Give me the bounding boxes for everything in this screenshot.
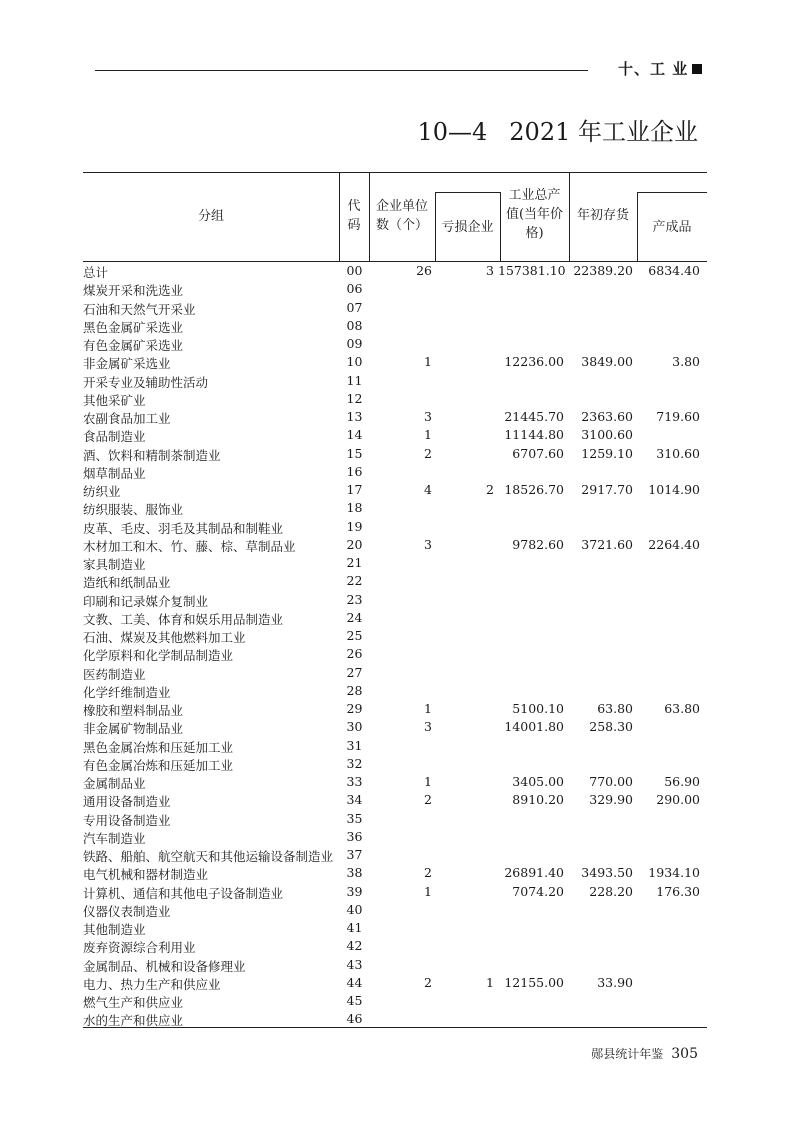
- row-name: 家具制造业: [83, 557, 146, 572]
- table-row: [83, 773, 707, 791]
- row-name: 废弃资源综合利用业: [83, 940, 196, 956]
- section-label: [618, 58, 702, 79]
- row-code: 39: [346, 883, 363, 899]
- col-header-group: 分组: [197, 209, 224, 224]
- row-inventory: 2917.70: [581, 482, 633, 497]
- row-name: 橡胶和塑料制品业: [83, 703, 184, 718]
- row-units: 1: [424, 701, 432, 716]
- row-code: 19: [346, 518, 363, 534]
- table-row: [83, 992, 707, 1010]
- row-finished: 63.80: [664, 701, 700, 716]
- row-code: 46: [346, 1011, 363, 1027]
- col-header-output-line2: 值(当年价: [505, 207, 564, 222]
- row-name: 开采专业及辅助性活动: [83, 374, 209, 390]
- table-row: [83, 700, 707, 718]
- row-code: 16: [346, 463, 363, 479]
- black-square-icon: [692, 64, 702, 74]
- page-footer: [591, 1045, 698, 1062]
- row-name: 印刷和记录媒介复制业: [83, 593, 209, 609]
- table-row: [83, 974, 707, 992]
- table-row: [83, 280, 707, 298]
- row-name: 其他采矿业: [83, 392, 146, 408]
- table-row: [83, 737, 707, 755]
- row-name: 医药制造业: [83, 666, 146, 682]
- table-row: [83, 682, 707, 700]
- row-code: 28: [346, 682, 363, 698]
- col-header-finished: 产成品: [652, 220, 692, 235]
- row-finished: 56.90: [664, 774, 700, 789]
- row-code: 07: [346, 299, 363, 315]
- row-inventory: 22389.20: [573, 263, 633, 278]
- row-finished: 2264.40: [648, 536, 700, 552]
- row-code: 06: [346, 281, 363, 297]
- row-code: 22: [346, 573, 363, 589]
- row-inventory: 3493.50: [581, 865, 633, 881]
- row-finished: 1934.10: [648, 865, 700, 881]
- row-output: 6707.60: [512, 445, 564, 461]
- row-units: 2: [424, 865, 432, 881]
- row-inventory: 228.20: [589, 883, 633, 899]
- row-finished: 3.80: [672, 354, 700, 370]
- yearbook-name: 郧县统计年鉴: [591, 1047, 664, 1061]
- row-inventory: 329.90: [589, 792, 633, 808]
- row-code: 32: [346, 755, 363, 771]
- section-label-text: 十、工 业: [618, 60, 689, 78]
- row-code: 26: [346, 646, 363, 662]
- row-code: 10: [346, 354, 363, 370]
- table-row: [83, 408, 707, 426]
- row-name: 通用设备制造业: [83, 794, 171, 810]
- row-code: 45: [346, 993, 363, 1008]
- row-code: 14: [346, 427, 363, 443]
- table-row: [83, 335, 707, 353]
- col-header-code: [339, 197, 369, 235]
- row-output: 157381.10: [498, 263, 566, 278]
- row-finished: 176.30: [656, 883, 700, 899]
- col-header-code-line2: 码: [347, 218, 361, 233]
- row-name: 造纸和纸制品业: [83, 575, 171, 591]
- row-finished: 1014.90: [648, 482, 700, 497]
- row-name: 木材加工和木、竹、藤、棕、草制品业: [83, 538, 296, 554]
- row-output: 3405.00: [512, 774, 564, 789]
- table-row: [83, 390, 707, 408]
- row-name: 文教、工美、体育和娱乐用品制造业: [83, 611, 284, 627]
- row-inventory: 2363.60: [581, 409, 633, 424]
- table-row: [83, 518, 707, 536]
- row-units: 3: [424, 719, 432, 735]
- row-code: 27: [346, 664, 363, 680]
- row-code: 09: [346, 336, 363, 351]
- table-row: [83, 883, 707, 901]
- row-inventory: 770.00: [589, 774, 633, 789]
- row-name: 农副食品加工业: [83, 411, 171, 426]
- col-header-inventory: 年初存货: [576, 208, 629, 223]
- table-row: [83, 572, 707, 590]
- row-output: 12236.00: [504, 354, 564, 370]
- table-row: [83, 645, 707, 663]
- row-name: 食品制造业: [83, 429, 146, 445]
- row-name: 总计: [83, 265, 109, 280]
- table-row: [83, 791, 707, 809]
- row-code: 33: [346, 774, 363, 789]
- row-code: 15: [346, 445, 363, 461]
- row-name: 计算机、通信和其他电子设备制造业: [83, 885, 284, 901]
- row-name: 非金属矿采选业: [83, 356, 171, 372]
- row-code: 38: [346, 865, 363, 881]
- col-header-output-line1: 工业总产: [508, 188, 561, 203]
- table-row: [83, 299, 707, 317]
- row-code: 35: [346, 810, 363, 826]
- row-code: 36: [346, 828, 363, 844]
- row-name: 石油、煤炭及其他燃料加工业: [83, 630, 246, 645]
- row-code: 41: [346, 920, 363, 935]
- row-output: 11144.80: [504, 427, 564, 443]
- row-finished: 719.60: [656, 409, 700, 424]
- row-name: 水的生产和供应业: [83, 1013, 184, 1029]
- header-segment: [435, 192, 500, 193]
- row-code: 44: [346, 974, 363, 990]
- table-row: [83, 828, 707, 846]
- table-row: [83, 956, 707, 974]
- row-code: 21: [346, 555, 363, 570]
- row-name: 汽车制造业: [83, 830, 146, 846]
- table-row: [83, 864, 707, 882]
- row-units: 1: [424, 883, 432, 899]
- row-name: 化学原料和化学制品制造业: [83, 648, 234, 664]
- table-row: [83, 810, 707, 828]
- row-inventory: 1259.10: [581, 445, 633, 461]
- col-header-code-line1: 代: [347, 199, 361, 214]
- row-code: 18: [346, 500, 363, 516]
- row-finished: 290.00: [656, 792, 700, 808]
- table-row: [83, 499, 707, 517]
- page-number: 305: [671, 1046, 698, 1062]
- row-name: 纺织业: [83, 484, 121, 499]
- header-segment: [637, 192, 707, 193]
- row-code: 34: [346, 792, 363, 808]
- table-row: [83, 372, 707, 390]
- row-output: 5100.10: [512, 701, 564, 716]
- row-loss: 1: [486, 974, 494, 990]
- row-code: 40: [346, 901, 363, 917]
- table-row: [83, 554, 707, 572]
- row-code: 25: [346, 628, 363, 643]
- row-name: 有色金属冶炼和压延加工业: [83, 757, 234, 773]
- table-row: [83, 755, 707, 773]
- row-code: 42: [346, 938, 363, 954]
- row-inventory: 3721.60: [581, 536, 633, 552]
- row-name: 专用设备制造业: [83, 812, 171, 828]
- row-output: 14001.80: [504, 719, 564, 735]
- row-units: 3: [424, 409, 432, 424]
- row-name: 仪器仪表制造业: [83, 903, 171, 919]
- row-code: 43: [346, 956, 363, 972]
- table-top-rule: [83, 172, 707, 173]
- row-code: 12: [346, 390, 363, 406]
- row-loss: 3: [486, 263, 494, 278]
- table-row: [83, 1010, 707, 1028]
- row-code: 29: [346, 701, 363, 716]
- row-name: 烟草制品业: [83, 465, 146, 481]
- row-name: 金属制品、机械和设备修理业: [83, 958, 246, 974]
- col-header-output-line3: 格): [525, 226, 544, 241]
- table-row: [83, 463, 707, 481]
- row-name: 有色金属矿采选业: [83, 338, 184, 353]
- table-row: [83, 481, 707, 499]
- row-name: 其他制造业: [83, 922, 146, 937]
- row-output: 26891.40: [504, 865, 564, 881]
- row-units: 1: [424, 427, 432, 443]
- row-code: 24: [346, 609, 363, 625]
- row-finished: 6834.40: [648, 263, 700, 278]
- row-inventory: 63.80: [597, 701, 633, 716]
- col-header-units: [369, 197, 435, 235]
- row-name: 煤炭开采和洗选业: [83, 283, 184, 299]
- row-name: 纺织服装、服饰业: [83, 502, 184, 518]
- row-inventory: 3100.60: [581, 427, 633, 443]
- col-header-units-line2: 数（个）: [375, 218, 428, 233]
- row-code: 08: [346, 317, 363, 333]
- table-number: 10—4: [417, 118, 488, 146]
- table-title: 2021 年工业企业: [509, 118, 698, 146]
- row-units: 2: [424, 445, 432, 461]
- row-code: 13: [346, 409, 363, 424]
- col-header-units-line1: 企业单位: [375, 199, 428, 214]
- row-output: 18526.70: [504, 482, 564, 497]
- row-code: 00: [346, 263, 363, 278]
- row-name: 酒、饮料和精制茶制造业: [83, 447, 221, 463]
- table-body: [83, 262, 707, 1029]
- row-units: 2: [424, 974, 432, 990]
- row-output: 12155.00: [504, 974, 564, 990]
- row-name: 皮革、毛皮、羽毛及其制品和制鞋业: [83, 520, 284, 536]
- table-row: [83, 718, 707, 736]
- row-units: 1: [424, 774, 432, 789]
- row-code: 31: [346, 737, 363, 753]
- row-finished: 310.60: [656, 445, 700, 461]
- row-output: 9782.60: [512, 536, 564, 552]
- row-name: 燃气生产和供应业: [83, 995, 184, 1010]
- row-code: 23: [346, 591, 363, 607]
- row-inventory: 3849.00: [581, 354, 633, 370]
- table-row: [83, 445, 707, 463]
- row-name: 非金属矿物制品业: [83, 721, 184, 737]
- row-units: 3: [424, 536, 432, 552]
- row-code: 11: [346, 372, 363, 388]
- table-row: [83, 664, 707, 682]
- row-units: 1: [424, 354, 432, 370]
- table-row: [83, 426, 707, 444]
- row-inventory: 33.90: [597, 974, 633, 990]
- table-row: [83, 353, 707, 371]
- table-row: [83, 317, 707, 335]
- row-units: 4: [424, 482, 432, 497]
- table-row: [83, 846, 707, 864]
- row-name: 电气机械和器材制造业: [83, 867, 209, 883]
- row-inventory: 258.30: [589, 719, 633, 735]
- row-name: 金属制品业: [83, 776, 146, 791]
- row-name: 铁路、船舶、航空航天和其他运输设备制造业: [83, 849, 334, 864]
- table-row: [83, 609, 707, 627]
- row-code: 37: [346, 847, 363, 862]
- table-row: [83, 937, 707, 955]
- table-row: [83, 591, 707, 609]
- row-name: 黑色金属矿采选业: [83, 319, 184, 335]
- header-rule: [95, 70, 588, 71]
- row-name: 黑色金属冶炼和压延加工业: [83, 739, 234, 755]
- row-code: 17: [346, 482, 363, 497]
- col-header-output: [500, 186, 569, 243]
- row-name: 化学纤维制造业: [83, 684, 171, 700]
- row-output: 21445.70: [504, 409, 564, 424]
- row-code: 30: [346, 719, 363, 735]
- table-row: [83, 901, 707, 919]
- row-output: 7074.20: [512, 883, 564, 899]
- table-row: [83, 536, 707, 554]
- row-units: 2: [424, 792, 432, 808]
- row-loss: 2: [486, 482, 494, 497]
- row-name: 电力、热力生产和供应业: [83, 976, 221, 992]
- table-row: [83, 262, 707, 280]
- row-output: 8910.20: [512, 792, 564, 808]
- row-units: 26: [416, 263, 432, 278]
- row-name: 石油和天然气开采业: [83, 301, 196, 317]
- table-row: [83, 919, 707, 937]
- row-code: 20: [346, 536, 363, 552]
- page-title: [417, 112, 698, 147]
- table-row: [83, 627, 707, 645]
- col-header-loss: 亏损企业: [441, 220, 494, 235]
